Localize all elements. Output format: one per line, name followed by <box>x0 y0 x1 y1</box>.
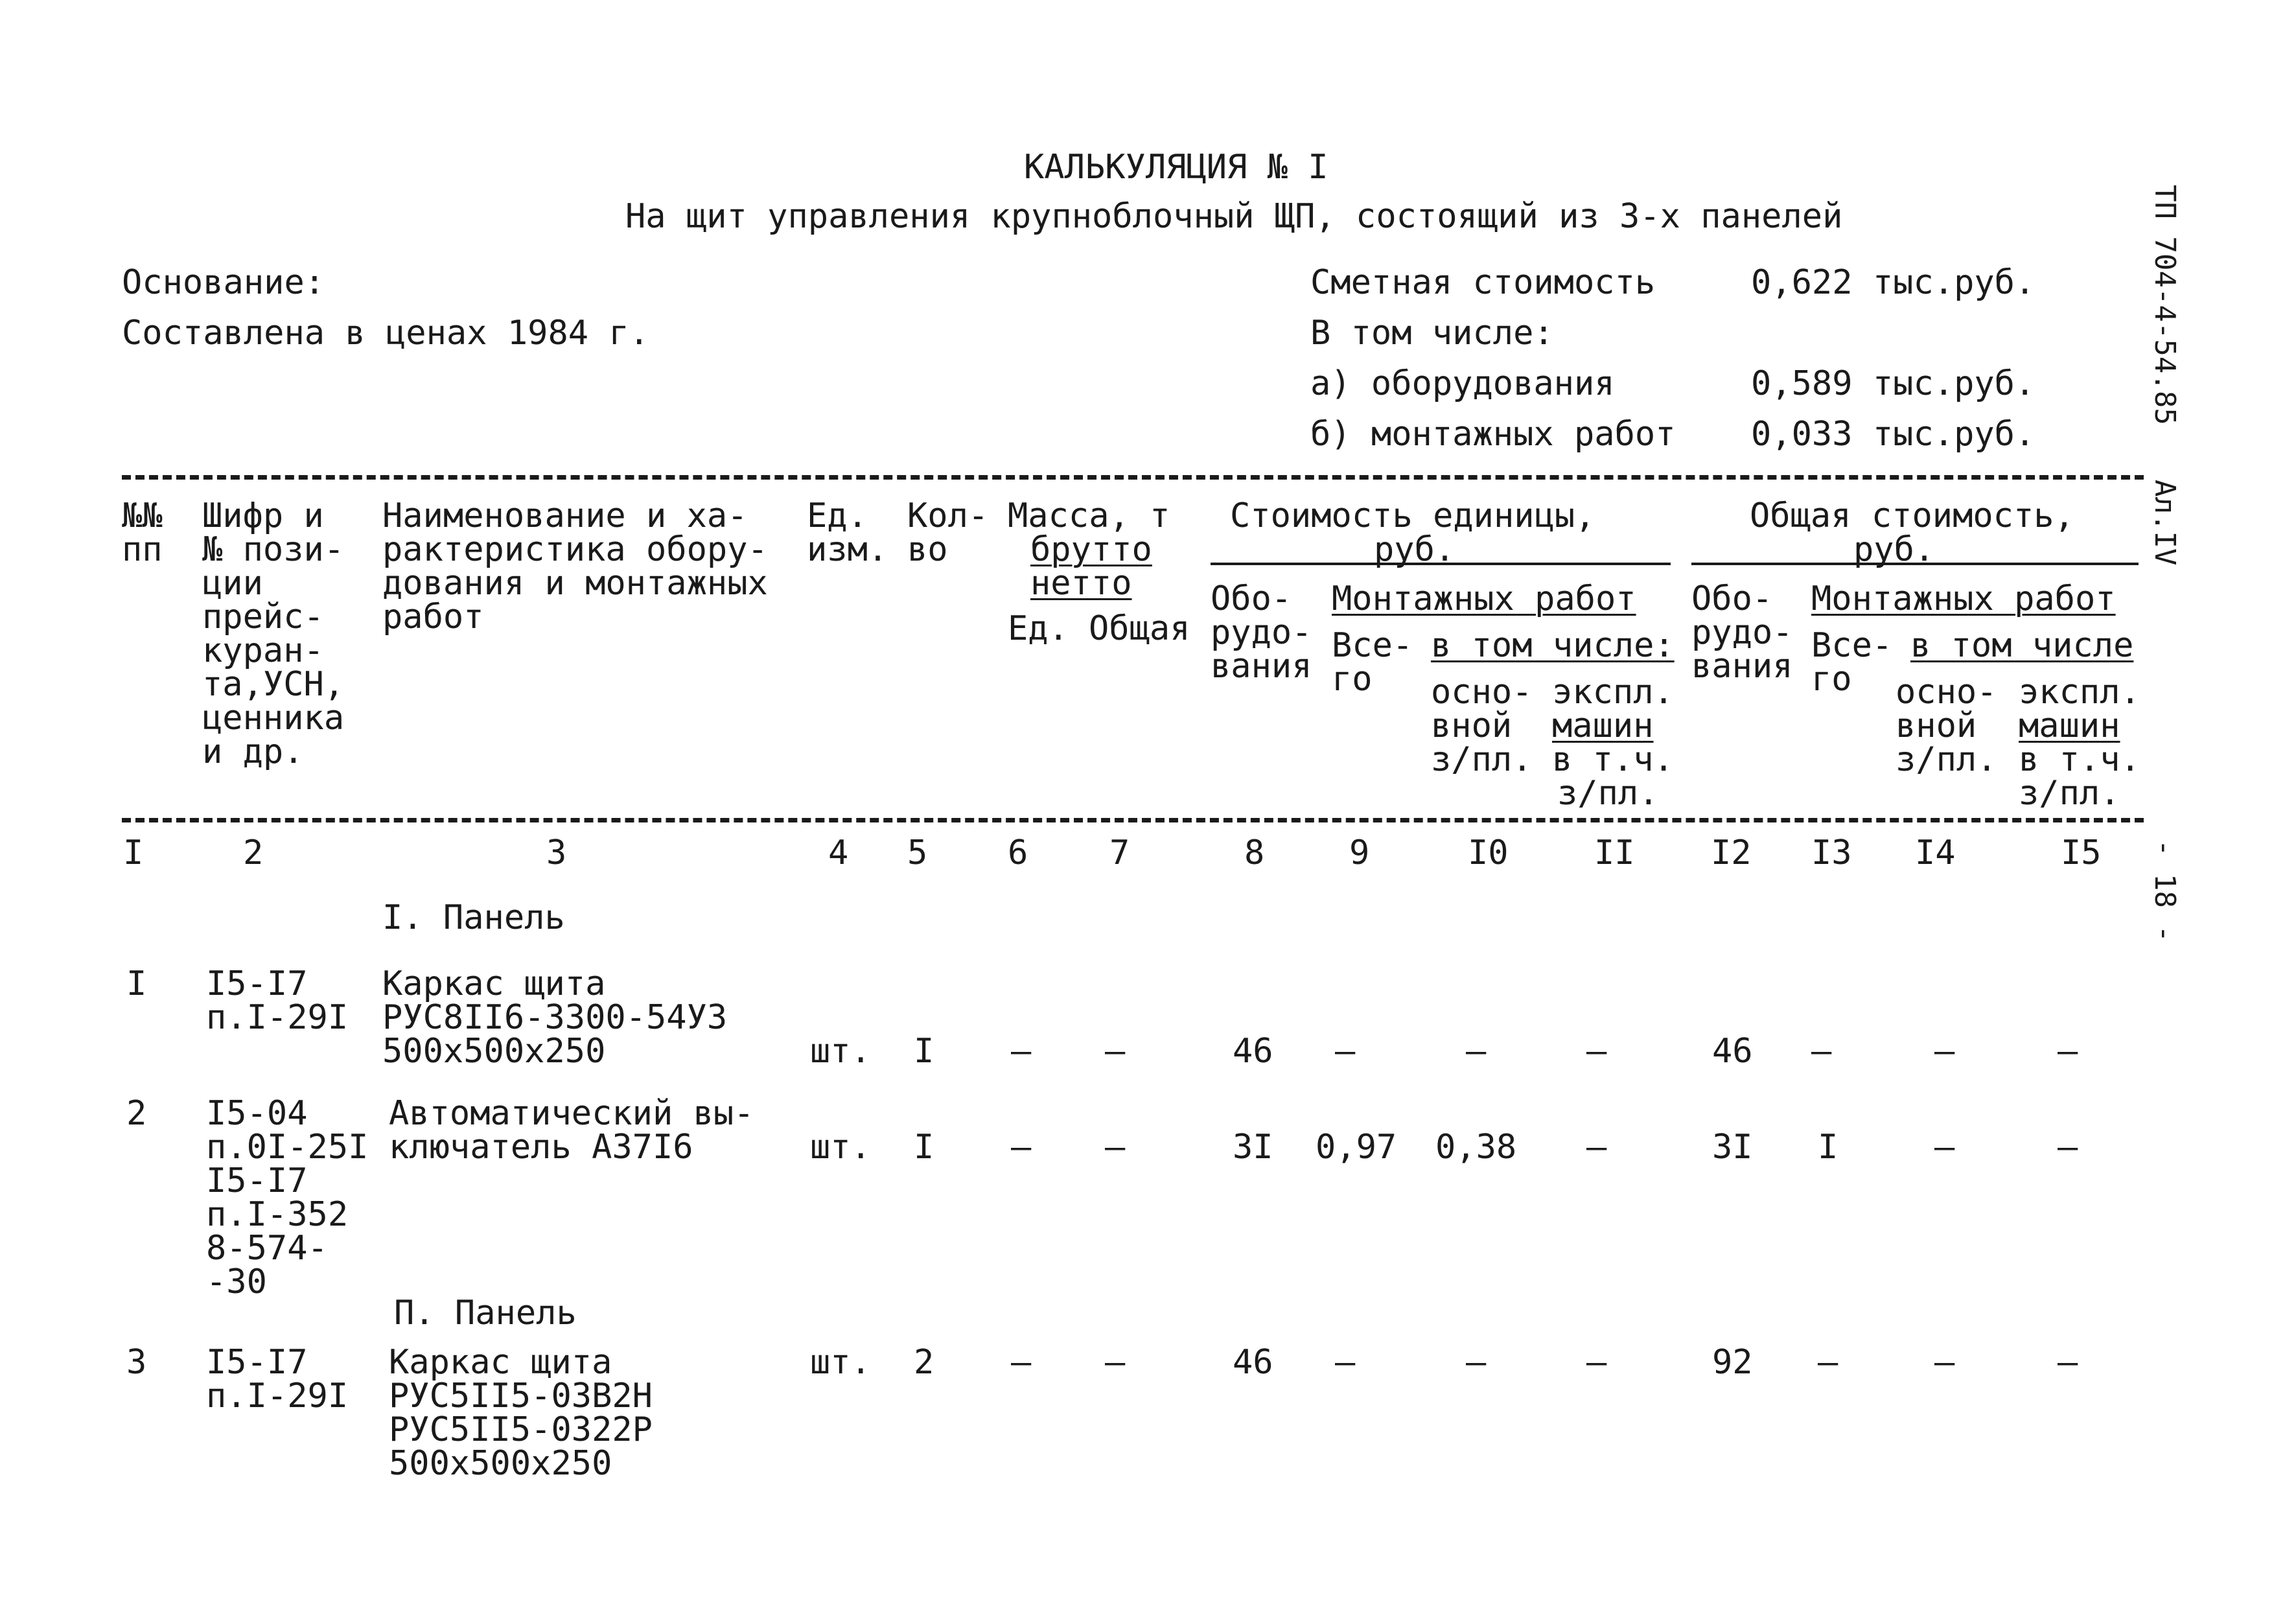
row-col11: – <box>1586 1128 1607 1167</box>
colnum-9: 9 <box>1349 833 1370 872</box>
row-code: I5-I7 п.I-29I <box>206 964 349 1037</box>
row-col14: – <box>1934 1343 1955 1382</box>
column-numbers-row <box>0 833 2296 875</box>
row-name: Каркас щита РУС8II6-3300-54УЗ 500х500х250 <box>382 964 728 1071</box>
header-col5: Кол- во <box>907 496 989 569</box>
row-qty: I <box>914 1128 934 1167</box>
prices-line: Составлена в ценах 1984 г. <box>122 314 649 353</box>
row-col10: – <box>1466 1032 1487 1071</box>
row-mass-total: – <box>1105 1343 1126 1382</box>
row-col12: 3I <box>1712 1128 1753 1167</box>
row-col15: – <box>2058 1343 2078 1382</box>
colnum-2: 2 <box>243 833 264 872</box>
equipment-cost-value: 0,589 тыс.руб. <box>1751 364 2035 403</box>
header-col4: Ед. изм. <box>807 496 888 569</box>
row-col9: – <box>1335 1032 1356 1071</box>
header-mass-unit: Ед. <box>1008 609 1069 648</box>
row-col13: I <box>1818 1128 1838 1167</box>
colnum-15: I5 <box>2061 833 2102 872</box>
colnum-1: I <box>123 833 144 872</box>
header-col13: Все- го <box>1811 626 1893 699</box>
row-qty: I <box>914 1032 934 1071</box>
colnum-12: I2 <box>1711 833 1752 872</box>
row-col10: 0,38 <box>1435 1128 1517 1167</box>
header-mass-title: Масса, т <box>1008 496 1170 535</box>
row-code: I5-04 п.0I-25I I5-I7 п.I-352 8-574- -30 <box>206 1094 369 1301</box>
row-col11: – <box>1586 1032 1607 1071</box>
header-col2: Шифр и № пози- ции прейс- куран- та,УСН, ценника и др. <box>202 496 345 771</box>
row-number: 2 <box>126 1094 147 1133</box>
row-col15: – <box>2058 1032 2078 1071</box>
header-bottom-dashed-line <box>122 818 2144 822</box>
header-total-install-works: Монтажных работ <box>1811 579 2116 618</box>
header-total-cost-title: Общая стоимость, <box>1750 496 2074 535</box>
total-cost-rule <box>1691 563 2139 565</box>
row-unit: шт. <box>810 1343 871 1382</box>
section-title: I. Панель <box>382 898 565 937</box>
row-mass-unit: – <box>1011 1032 1032 1071</box>
header-unit-incl: в том числе: <box>1431 626 1675 665</box>
header-col10: осно- вной з/пл. <box>1431 673 1533 779</box>
side-stamp-code: ТП 704-4-54.85 <box>2148 185 2181 425</box>
header-total-cost-rub: руб. <box>1853 530 1935 569</box>
row-mass-unit: – <box>1011 1128 1032 1167</box>
colnum-8: 8 <box>1244 833 1265 872</box>
colnum-11: II <box>1594 833 1635 872</box>
row-col8: 46 <box>1233 1343 1273 1382</box>
colnum-4: 4 <box>828 833 849 872</box>
row-number: 3 <box>126 1343 147 1382</box>
header-total-incl: в том числе <box>1910 626 2134 665</box>
row-col12: 92 <box>1712 1343 1753 1382</box>
side-stamp-page: - 18 - <box>2148 839 2181 942</box>
row-col8: 46 <box>1233 1032 1273 1071</box>
header-unit-cost-title: Стоимость единицы, <box>1230 496 1595 535</box>
including-label: В том числе: <box>1310 314 1554 353</box>
row-col15: – <box>2058 1128 2078 1167</box>
row-col14: – <box>1934 1032 1955 1071</box>
row-unit: шт. <box>810 1128 871 1167</box>
row-col11: – <box>1586 1343 1607 1382</box>
row-code: I5-I7 п.I-29I <box>206 1343 349 1416</box>
colnum-6: 6 <box>1008 833 1028 872</box>
header-mass-gross: брутто <box>1030 530 1152 569</box>
row-col10: – <box>1466 1343 1487 1382</box>
header-col1: №№ пп <box>122 496 163 569</box>
row-unit: шт. <box>810 1032 871 1071</box>
equipment-cost-label: а) оборудования <box>1310 364 1615 403</box>
document-subtitle: На щит управления крупноблочный ЩП, состоящий из 3-х панелей <box>625 197 1843 236</box>
side-stamp-album: Ал.IV <box>2148 480 2181 566</box>
installation-cost-value: 0,033 тыс.руб. <box>1751 415 2035 454</box>
row-col9: – <box>1335 1343 1356 1382</box>
header-unit-install-works: Монтажных работ <box>1332 579 1636 618</box>
row-qty: 2 <box>914 1343 934 1382</box>
header-mass-total: Общая <box>1089 609 1190 648</box>
row-mass-total: – <box>1105 1032 1126 1071</box>
header-unit-cost-rub: руб. <box>1374 530 1455 569</box>
row-col13: – <box>1811 1032 1832 1071</box>
colnum-3: 3 <box>546 833 567 872</box>
header-col3: Наименование и ха- рактеристика обору- дования и монтажных работ <box>382 496 768 636</box>
colnum-13: I3 <box>1811 833 1852 872</box>
unit-cost-rule <box>1211 563 1671 565</box>
row-col12: 46 <box>1712 1032 1753 1071</box>
header-col9: Все- го <box>1332 626 1413 699</box>
header-mass-net: нетто <box>1030 564 1132 603</box>
row-mass-unit: – <box>1011 1343 1032 1382</box>
header-col8: Обо- рудо- вания <box>1211 579 1312 686</box>
basis-label: Основание: <box>122 263 325 302</box>
row-col13: – <box>1818 1343 1838 1382</box>
colnum-10: I0 <box>1468 833 1509 872</box>
estimated-cost-value: 0,622 тыс.руб. <box>1751 263 2035 302</box>
header-col14: осно- вной з/пл. <box>1896 673 1997 779</box>
document-title: КАЛЬКУЛЯЦИЯ № I <box>1024 148 1328 187</box>
colnum-7: 7 <box>1109 833 1130 872</box>
section-title: П. Панель <box>394 1294 577 1333</box>
installation-cost-label: б) монтажных работ <box>1310 415 1676 454</box>
row-number: I <box>126 964 147 1003</box>
table-top-dashed-line <box>122 475 2144 480</box>
colnum-14: I4 <box>1915 833 1956 872</box>
header-col15: экспл. машин в т.ч. з/пл. <box>2019 673 2140 813</box>
row-col14: – <box>1934 1128 1955 1167</box>
row-name: Автоматический вы- ключатель А37I6 <box>389 1094 754 1167</box>
header-col11: экспл. машин в т.ч. з/пл. <box>1552 673 1674 813</box>
header-col12: Обо- рудо- вания <box>1691 579 1793 686</box>
row-col9: 0,97 <box>1316 1128 1397 1167</box>
row-mass-total: – <box>1105 1128 1126 1167</box>
colnum-5: 5 <box>907 833 928 872</box>
estimated-cost-label: Сметная стоимость <box>1310 263 1656 302</box>
row-col8: 3I <box>1233 1128 1273 1167</box>
row-name: Каркас щита РУС5II5-03В2Н РУС5II5-0322Р 500х500х250 <box>389 1343 653 1483</box>
